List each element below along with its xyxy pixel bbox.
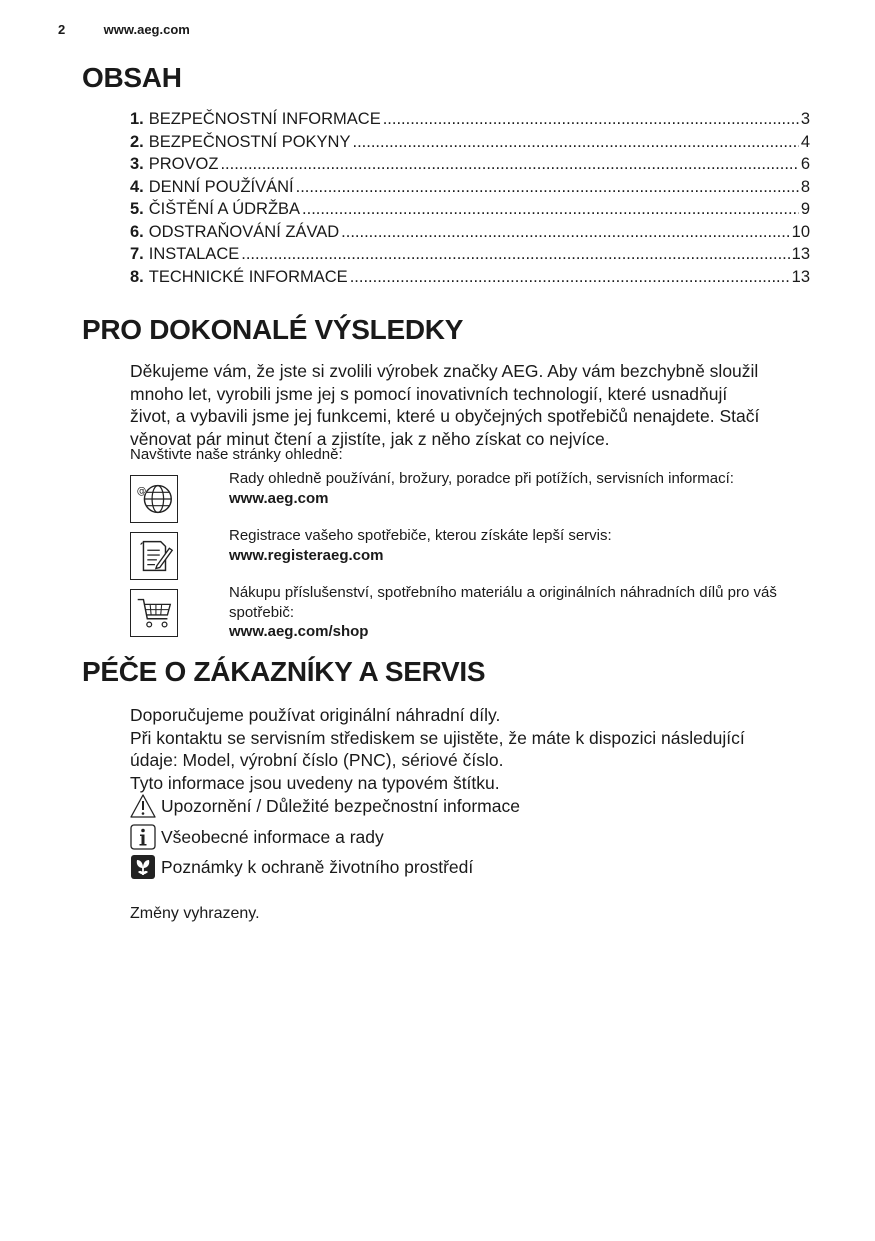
page-header xyxy=(58,22,190,37)
toc-item-title: ČIŠTĚNÍ A ÚDRŽBA xyxy=(148,200,301,218)
legend-environment xyxy=(130,854,473,880)
header-website[interactable]: www.aeg.com xyxy=(103,22,190,37)
care-line: Při kontaktu se servisním střediskem se ujistěte, že máte k dispozici následující xyxy=(130,727,745,748)
toc-item-number: 8. xyxy=(130,267,144,286)
toc-item[interactable] xyxy=(130,178,810,201)
legend-warning xyxy=(130,793,520,819)
info-icon xyxy=(130,824,156,850)
toc-item-title: INSTALACE xyxy=(148,245,240,263)
care-line: Doporučujeme používat originální náhradní díly. xyxy=(130,705,501,725)
care-paragraph xyxy=(130,704,820,794)
table-of-contents xyxy=(130,110,810,290)
intro-paragraph xyxy=(130,360,820,450)
intro-line: věnovat pár minut čtení a zjistíte, jak z něho získat co nejvíce. xyxy=(130,428,610,449)
toc-item-title: BEZPEČNOSTNÍ INFORMACE xyxy=(148,110,381,128)
toc-item-number: 2. xyxy=(130,132,144,151)
toc-item[interactable] xyxy=(130,245,810,268)
toc-item[interactable] xyxy=(130,133,810,156)
care-line: údaje: Model, výrobní číslo (PNC), sériové číslo. xyxy=(130,750,504,770)
visit-text: Navštivte naše stránky ohledně: xyxy=(130,446,343,463)
toc-item-page: 8 xyxy=(800,177,810,196)
intro-line: mnoho let, vyrobili jsme jej s pomocí inovativních technologií, které usnadňují xyxy=(130,383,728,404)
toc-item-number: 7. xyxy=(130,245,144,263)
link-url[interactable]: www.aeg.com xyxy=(229,489,329,507)
care-line: Tyto informace jsou uvedeny na typovém štítku. xyxy=(130,772,500,793)
legend-text: Všeobecné informace a rady xyxy=(161,826,384,847)
legend-text: Poznámky k ochraně životního prostředí xyxy=(161,856,474,877)
shopping-cart-icon xyxy=(130,589,178,637)
results-heading: PRO DOKONALÉ VÝSLEDKY xyxy=(82,314,464,345)
toc-item[interactable] xyxy=(130,200,810,223)
toc-leader xyxy=(302,200,799,219)
toc-item[interactable] xyxy=(130,268,810,291)
toc-leader xyxy=(241,245,789,264)
link-url[interactable]: www.registeraeg.com xyxy=(229,546,384,564)
toc-item-number: 5. xyxy=(130,200,144,218)
toc-item-page: 9 xyxy=(800,200,810,218)
care-heading: PÉČE O ZÁKAZNÍKY A SERVIS xyxy=(82,656,486,687)
page-number: 2 xyxy=(58,22,66,37)
toc-item-title: PROVOZ xyxy=(148,155,219,173)
toc-item-title: DENNÍ POUŽÍVÁNÍ xyxy=(148,177,294,196)
link-description: Rady ohledně používání, brožury, poradce při potížích, servisních informací: xyxy=(229,470,734,487)
intro-line: Děkujeme vám, že jste si zvolili výrobek značky AEG. Aby vám bezchybně sloužil xyxy=(130,361,759,381)
toc-item-title: BEZPEČNOSTNÍ POKYNY xyxy=(148,132,351,151)
toc-item-number: 1. xyxy=(130,110,144,128)
link-description: Registrace vašeho spotřebiče, kterou získáte lepší servis: xyxy=(229,527,612,544)
legend-text: Upozornění / Důležité bezpečnostní informace xyxy=(161,795,520,816)
globe-icon xyxy=(130,475,178,523)
toc-item-page: 13 xyxy=(791,267,810,286)
registration-form-icon xyxy=(130,532,178,580)
toc-item-page: 13 xyxy=(791,245,810,263)
toc-leader xyxy=(350,268,790,287)
link-description: Nákupu příslušenství, spotřebního materiálu a originálních náhradních dílů pro váš spotřebič: xyxy=(229,584,777,621)
link-url[interactable]: www.aeg.com/shop xyxy=(229,623,369,640)
changes-note: Změny vyhrazeny. xyxy=(130,905,260,922)
toc-item-number: 3. xyxy=(130,155,144,173)
toc-leader xyxy=(220,155,798,174)
toc-item[interactable] xyxy=(130,223,810,246)
environment-icon xyxy=(130,854,156,880)
toc-item-page: 4 xyxy=(800,132,810,151)
toc-item[interactable] xyxy=(130,155,810,178)
toc-item-page: 3 xyxy=(800,110,810,128)
toc-leader xyxy=(296,178,799,197)
toc-item-title: ODSTRAŇOVÁNÍ ZÁVAD xyxy=(148,222,340,241)
toc-item-title: TECHNICKÉ INFORMACE xyxy=(148,267,348,286)
toc-leader xyxy=(341,223,789,242)
toc-item-page: 6 xyxy=(800,155,810,173)
toc-item[interactable] xyxy=(130,110,810,133)
toc-leader xyxy=(383,110,799,129)
svg-text:@: @ xyxy=(136,486,147,498)
toc-item-page: 10 xyxy=(791,222,810,241)
toc-leader xyxy=(352,133,798,152)
intro-line: život, a vybavili jsme jej funkcemi, které u obyčejných spotřebičů nenajdete. Stačí xyxy=(130,406,760,426)
legend-info xyxy=(130,824,384,850)
toc-item-number: 4. xyxy=(130,177,144,196)
toc-item-number: 6. xyxy=(130,222,144,241)
toc-heading: OBSAH xyxy=(82,62,182,93)
warning-icon xyxy=(130,793,156,819)
